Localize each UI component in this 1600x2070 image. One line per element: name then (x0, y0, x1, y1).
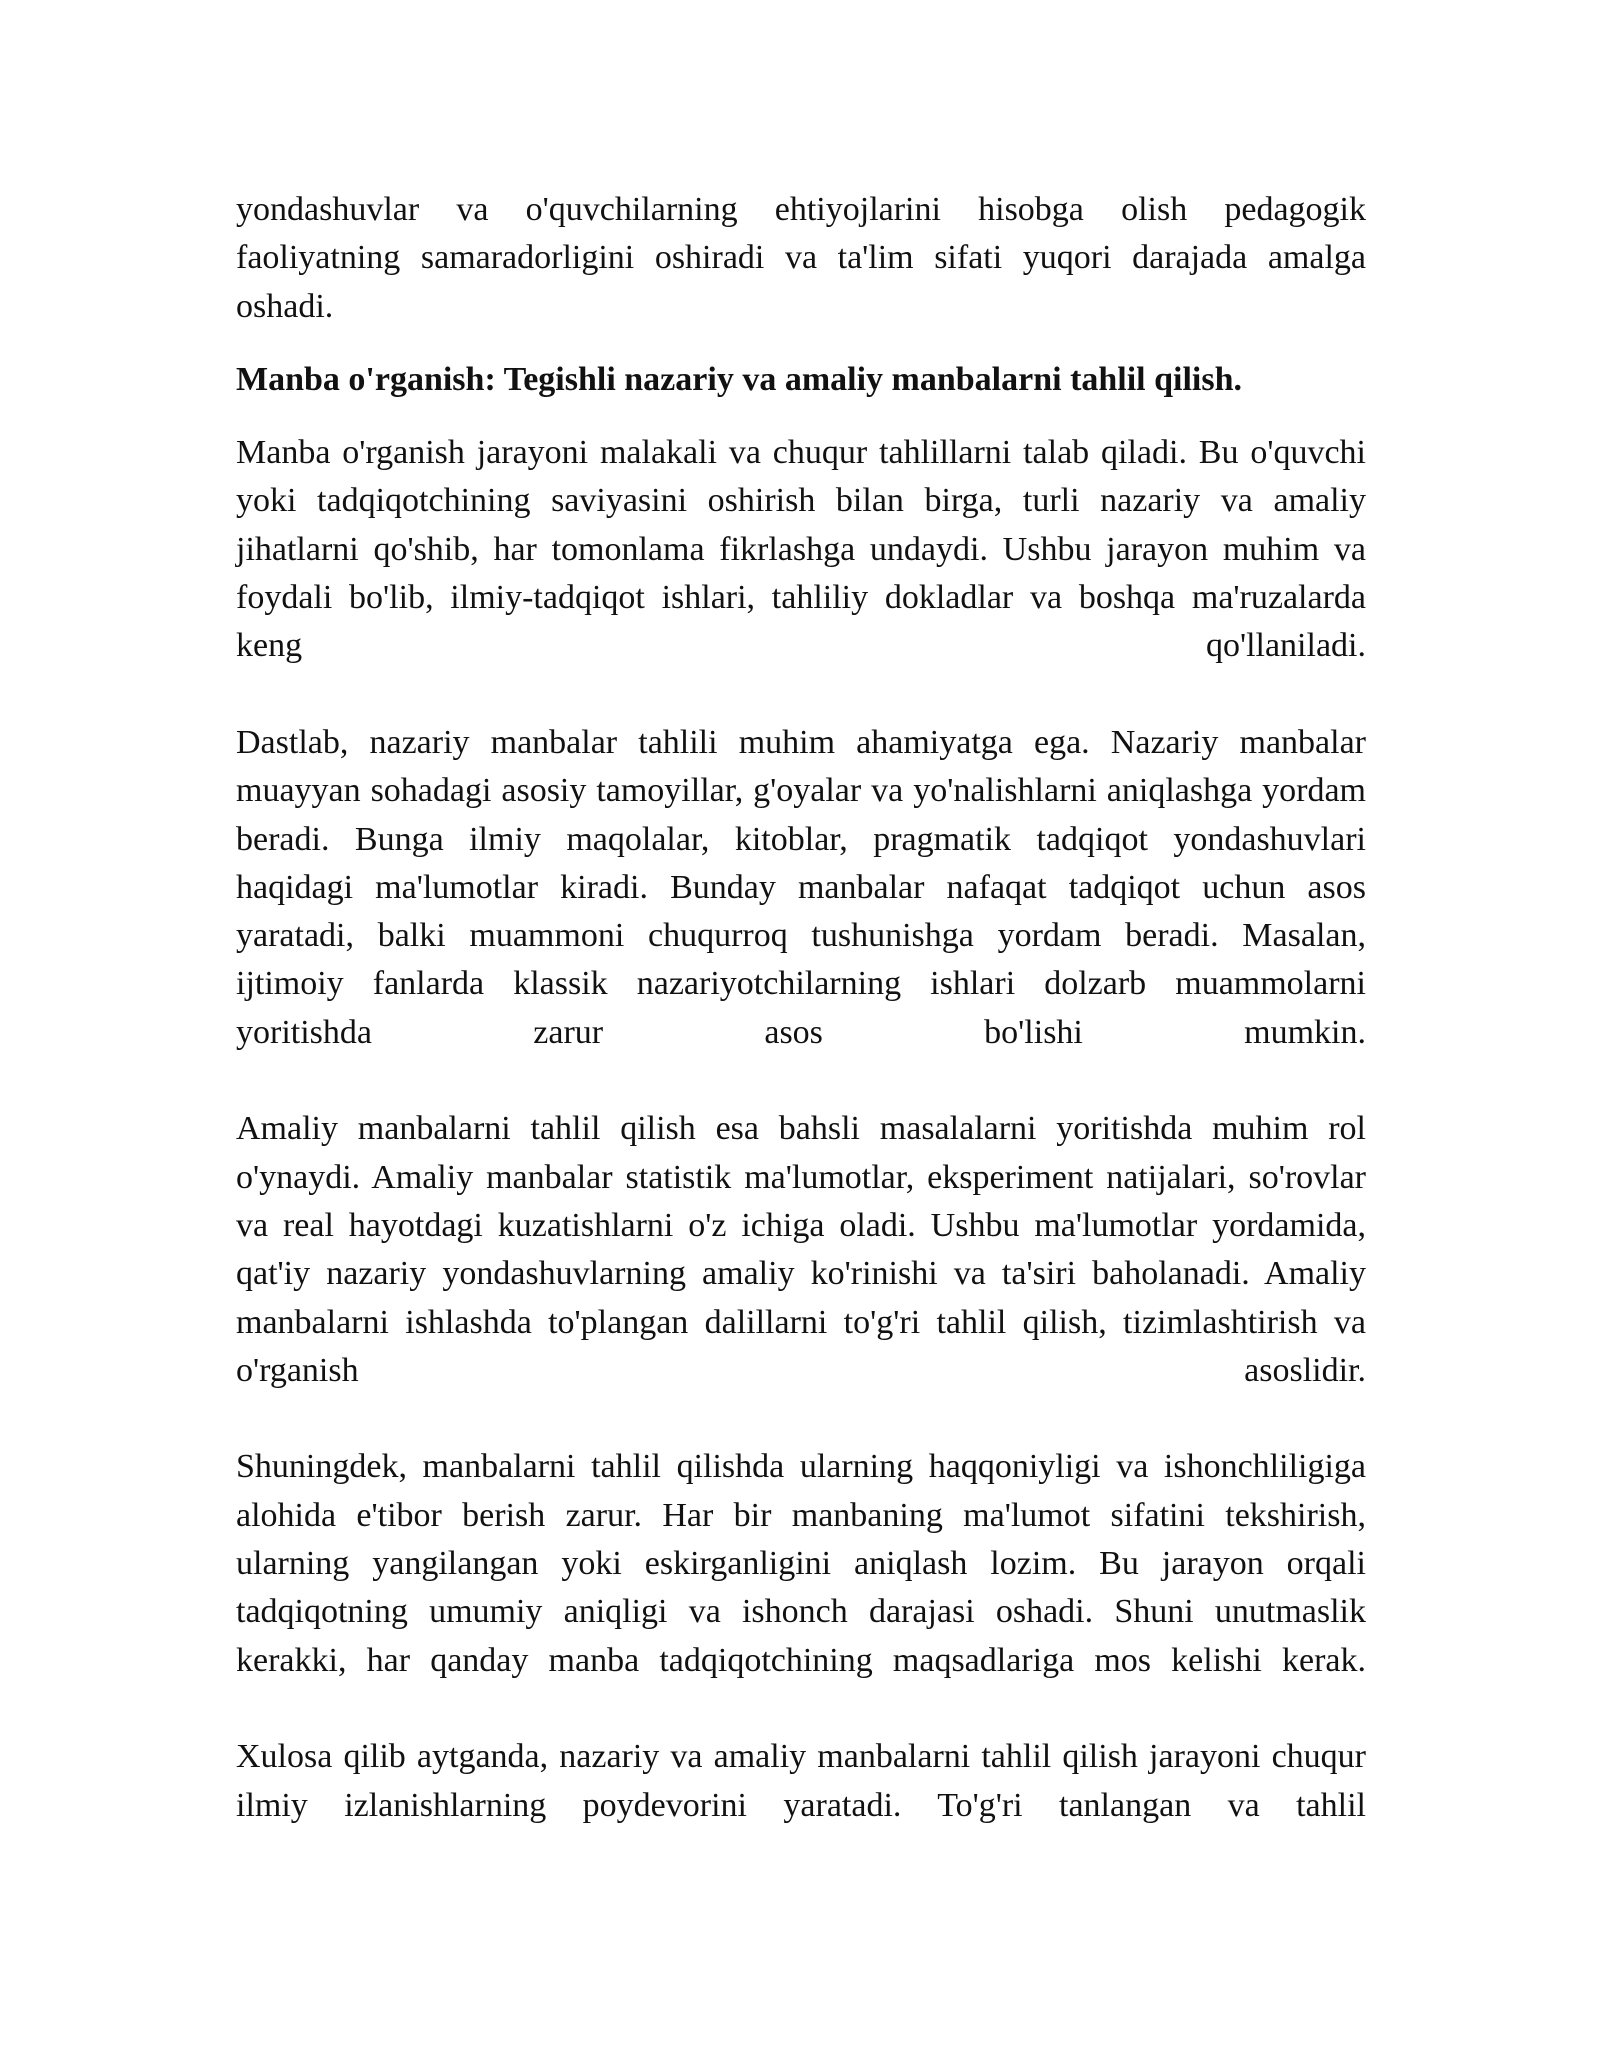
paragraph-practical-sources: Amaliy manbalarni tahlil qilish esa bahsli masalalarni yoritishda muhim rol o'ynaydi. Amaliy manbalar statistik ma'lumotlar, eksperiment natijalari, so'rovlar va real hayotdagi kuzatishlarni o'z ichiga oladi. Ushbu ma'lumotlar yordamida, qat'iy nazariy yondashuvlarning amaliy ko'rinishi va ta'siri baholanadi. Amaliy manbalarni ishlashda to'plangan dalillarni to'g'ri tahlil qilish, tizimlashtirish va o'rganish asoslidir. (236, 1110, 1366, 1389)
paragraph-spacer (236, 671, 1366, 719)
paragraph-source-study: Manba o'rganish jarayoni malakali va chuqur tahlillarni talab qiladi. Bu o'quvchi yoki tadqiqotchining saviyasini oshirish bilan birga, turli nazariy va amaliy jihatlarni qo'shib, har tomonlama fikrlashga undaydi. Ushbu jarayon muhim va foydali bo'lib, ilmiy-tadqiqot ishlari, tahliliy dokladlar va boshqa ma'ruzalarda keng qo'llaniladi. (236, 434, 1366, 665)
paragraph-conclusion: Xulosa qilib aytganda, nazariy va amaliy manbalarni tahlil qilish jarayoni chuqur ilmiy izlanishlarning poydevorini yaratadi. To'g'ri tanlangan va tahlil (236, 1738, 1366, 1824)
paragraph-spacer (236, 1685, 1366, 1733)
paragraph-spacer (236, 1395, 1366, 1443)
section-heading: Manba o'rganish: Tegishli nazariy va amaliy manbalarni tahlil qilish. (236, 360, 1243, 398)
paragraph-spacer (236, 1057, 1366, 1105)
document-body (236, 186, 1366, 1830)
paragraph-intro: yondashuvlar va o'quvchilarning ehtiyojlarini hisobga olish pedagogik faoliyatning samaradorligini oshiradi va ta'lim sifati yuqori darajada amalga oshadi. (236, 191, 1366, 325)
paragraph-theoretical-sources: Dastlab, nazariy manbalar tahlili muhim ahamiyatga ega. Nazariy manbalar muayyan sohadagi asosiy tamoyillar, g'oyalar va yo'nalishlarni aniqlashga yordam beradi. Bunga ilmiy maqolalar, kitoblar, pragmatik tadqiqot yondashuvlari haqidagi ma'lumotlar kiradi. Bunday manbalar nafaqat tadqiqot uchun asos yaratadi, balki muammoni chuqurroq tushunishga yordam beradi. Masalan, ijtimoiy fanlarda klassik nazariyotchilarning ishlari dolzarb muammolarni yoritishda zarur asos bo'lishi mumkin. (236, 723, 1366, 1051)
paragraph-reliability: Shuningdek, manbalarni tahlil qilishda ularning haqqoniyligi va ishonchliligiga alohida e'tibor berish zarur. Har bir manbaning ma'lumot sifatini tekshirish, ularning yangilangan yoki eskirganligini aniqlash lozim. Bu jarayon orqali tadqiqotning umumiy aniqligi va ishonch darajasi oshadi. Shuni unutmaslik kerakki, har qanday manba tadqiqotchining maqsadlariga mos kelishi kerak. (236, 1448, 1366, 1679)
